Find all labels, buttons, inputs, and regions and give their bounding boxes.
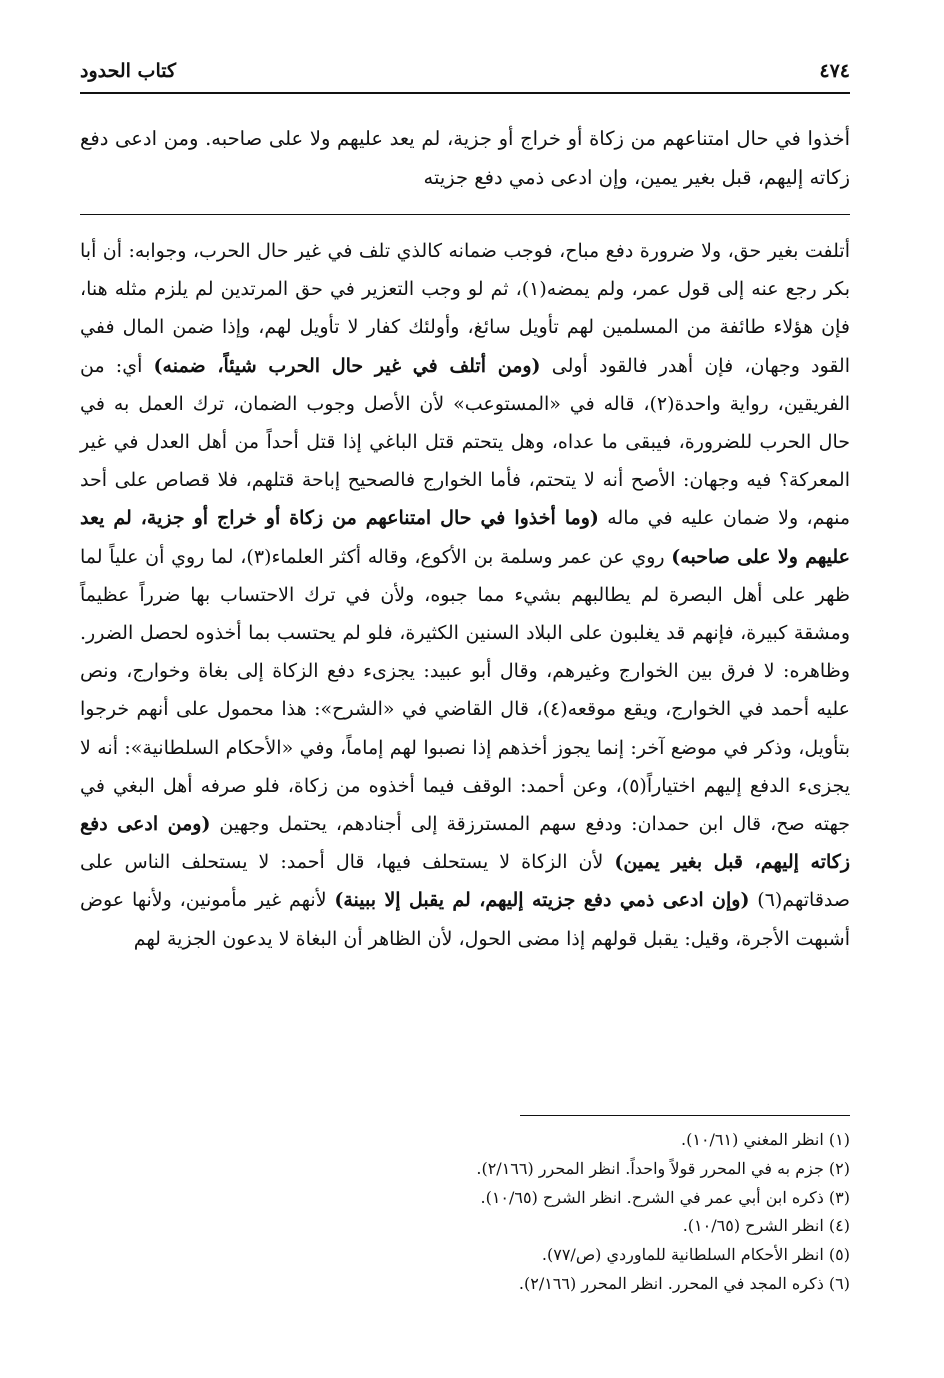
footnote: (١) انظر المغني (١٠/٦١).: [681, 1130, 850, 1149]
footnote: (٤) انظر الشرح (١٠/٦٥).: [682, 1216, 850, 1236]
commentary-segment: أي: من الفريقين، رواية واحدة(٢)، قاله في «المستوعب» لأن الأصل وجوب الضمان، ترك العمل به في حال الحرب للضرورة، فيبقى ما عداه، وهل يتحتم قتل الباغي إذا قتل أحداً من أهل العدل في غير المعركة؟ فيه وجهان: الأصح أنه لا يتحتم، فأما الخوارج فالصحيح إباحة قتلهم، فلا قصاص على أحد منهم، ولا ضمان عليه في ماله: [80, 354, 850, 530]
commentary-segment: روي عن عمر وسلمة بن الأكوع، وقاله أكثر العلماء(٣)، لما روي أن علياً لما ظهر على أهل البصرة لم يطالبهم بشيء مما جبوه، ولأن في ترك الاحتساب بها ضرراً عظيماً ومشقة كبيرة، فإنهم قد يغلبون على البلاد السنين الكثيرة، فلو لم يحتسب بما أخذوه لحصل الضرر. وظاهره: لا فرق بين الخوارج وغيرهم، وقال أبو عبيد: يجزىء دفع الزكاة إلى بغاة وخوارج، ونص عليه أحمد في الخوارج، ويقع موقعه(٤)، قال القاضي في «الشرح»: هذا محمول على أنهم خرجوا بتأويل، وذكر في موضع آخر: إنما يجوز أخذهم إذا نصبوا لهم إماماً، وفي «الأحكام السلطانية»: أنه لا يجزىء الدفع إليهم اختياراً(٥)، وعن أحمد: الوقف فيما أخذوه من زكاة، فلو صرفه أهل البغي في جهته صح، قال ابن حمدان: ودفع سهم المسترزقة إلى أجنادهم، يحتمل وجهين: [80, 545, 851, 836]
quoted-matn: (وإن ادعى ذمي دفع جزيته إليهم، لم يقبل إلا ببينة): [334, 889, 750, 912]
footnote-rule: [520, 1115, 850, 1116]
commentary: [80, 232, 850, 958]
commentary-segment: لأن الزكاة لا يستحلف فيها، قال أحمد: لا يستحلف الناس على صدقاتهم(٦): [80, 851, 851, 912]
quoted-matn: (وما أخذوا في حال امتناعهم من زكاة أو خراج أو جزية، لم يعد عليهم ولا على صاحبه): [80, 507, 850, 568]
footnote: (٥) انظر الأحكام السلطانية للماوردي (ص/٧٧).: [541, 1245, 850, 1265]
quoted-matn: (ومن أتلف في غير حال الحرب شيئاً، ضمنه): [153, 354, 541, 377]
main-text: أخذوا في حال امتناعهم من زكاة أو خراج أو جزية، لم يعد عليهم ولا على صاحبه. ومن ادعى دفع زكاته إليهم، قبل بغير يمين، وإن ادعى ذمي دفع جزيته: [80, 127, 850, 189]
footnotes: [80, 1126, 850, 1299]
footnote: (٦) ذكره المجد في المحرر. انظر المحرر (٢/١٦٦).: [518, 1273, 850, 1293]
footnote: (٣) ذكره ابن أبي عمر في الشرح. انظر الشرح (١٠/٦٥).: [480, 1187, 850, 1207]
main-text-rule: [80, 214, 850, 215]
quoted-matn: (ومن ادعى دفع زكاته إليهم، قبل بغير يمين): [80, 813, 850, 874]
commentary-paragraph: [80, 232, 850, 958]
page-number: ٤٧٤: [819, 60, 850, 82]
commentary-segment: لأنهم غير مأمونين، ولأنها عوض أشبهت الأجرة، وقيل: يقبل قولهم إذا مضى الحول، لأن الظاهر أن البغاة لا يدعون الجزية لهم: [80, 889, 850, 950]
commentary-segment: أتلفت بغير حق، ولا ضرورة دفع مباح، فوجب ضمانه كالذي تلف في غير حال الحرب، وجوابه: أن أبا بكر رجع عنه إلى قول عمر، ولم يمضه(١)، ثم لو وجب التعزير في حق المرتدين لم يلزم مثله هنا، فإن هؤلاء طائفة من المسلمين لهم تأويل سائغ، وأولئك كفار لا تأويل لهم، وإذا ضمن المال ففي القود وجهان، فإن أهدر فالقود أولى: [80, 240, 850, 377]
header-rule: [80, 92, 850, 94]
footnote: (٢) جزم به في المحرر قولاً واحداً. انظر المحرر (٢/١٦٦).: [476, 1158, 850, 1178]
running-header: [80, 60, 850, 86]
book-title: كتاب الحدود: [80, 60, 177, 82]
